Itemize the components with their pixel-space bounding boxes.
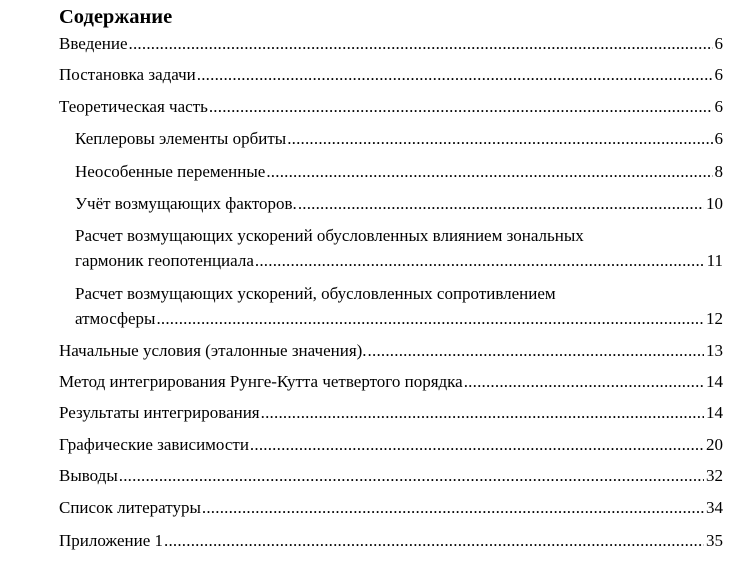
toc-entry-initial-conditions[interactable] bbox=[59, 338, 723, 363]
toc-entry-label: Неособенные переменные bbox=[75, 162, 266, 181]
toc-entry-kepler-elements[interactable] bbox=[75, 126, 723, 151]
dot-leader bbox=[298, 191, 704, 216]
toc-entry-page: 10 bbox=[706, 194, 723, 213]
dot-leader bbox=[164, 528, 704, 553]
toc-entry-page: 14 bbox=[706, 403, 723, 422]
dot-leader bbox=[255, 248, 705, 273]
toc-entry-page: 35 bbox=[706, 531, 723, 550]
toc-entry-introduction[interactable] bbox=[59, 31, 723, 56]
dot-leader bbox=[250, 432, 704, 457]
dot-leader bbox=[287, 126, 712, 151]
dot-leader bbox=[119, 463, 704, 488]
toc-title: Содержание bbox=[59, 6, 173, 28]
toc-entry-page: 8 bbox=[714, 162, 723, 181]
toc-entry-label: Приложение 1 bbox=[59, 531, 163, 550]
dot-leader bbox=[209, 94, 713, 119]
toc-entry-label: Учёт возмущающих факторов. bbox=[75, 194, 297, 213]
toc-entry-problem-statement[interactable] bbox=[59, 62, 723, 87]
toc-entry-label: Введение bbox=[59, 34, 128, 53]
toc-entry-page: 12 bbox=[706, 309, 723, 328]
toc-entry-label: Результаты интегрирования bbox=[59, 403, 260, 422]
dot-leader bbox=[464, 369, 704, 394]
dot-leader bbox=[202, 495, 704, 520]
toc-entry-page: 20 bbox=[706, 435, 723, 454]
toc-entry-page: 11 bbox=[706, 251, 723, 270]
toc-entry-label: Начальные условия (эталонные значения). bbox=[59, 341, 367, 360]
toc-entry-label: Графические зависимости bbox=[59, 435, 249, 454]
dot-leader bbox=[368, 338, 704, 363]
toc-entry-page: 6 bbox=[714, 34, 723, 53]
toc-entry-integration-results[interactable] bbox=[59, 400, 723, 425]
toc-entry-atmospheric-drag[interactable] bbox=[75, 281, 723, 331]
toc-entry-zonal-harmonics[interactable] bbox=[75, 223, 723, 273]
toc-entry-label: Теоретическая часть bbox=[59, 97, 208, 116]
dot-leader bbox=[266, 159, 712, 184]
toc-entry-label-line2: атмосферы bbox=[75, 309, 156, 328]
dot-leader bbox=[156, 306, 704, 331]
toc-entry-label-line1: Расчет возмущающих ускорений, обусловленных сопротивлением bbox=[75, 284, 556, 303]
dot-leader bbox=[197, 62, 713, 87]
toc-entry-label-line2: гармоник геопотенциала bbox=[75, 251, 254, 270]
toc-entry-nonsingular-variables[interactable] bbox=[75, 159, 723, 184]
dot-leader bbox=[129, 31, 713, 56]
toc-entry-label: Постановка задачи bbox=[59, 65, 196, 84]
toc-entry-references[interactable] bbox=[59, 495, 723, 520]
toc-entry-runge-kutta[interactable] bbox=[59, 369, 723, 394]
toc-entry-label: Метод интегрирования Рунге-Кутта четвертого порядка bbox=[59, 372, 463, 391]
toc-entry-page: 6 bbox=[714, 129, 723, 148]
toc-entry-page: 6 bbox=[714, 97, 723, 116]
toc-entry-theory[interactable] bbox=[59, 94, 723, 119]
toc-entry-label: Кеплеровы элементы орбиты bbox=[75, 129, 287, 148]
toc-entry-page: 14 bbox=[706, 372, 723, 391]
toc-entry-page: 13 bbox=[706, 341, 723, 360]
toc-entry-perturbing-factors[interactable] bbox=[75, 191, 723, 216]
toc-entry-page: 6 bbox=[714, 65, 723, 84]
toc-entry-label-line1: Расчет возмущающих ускорений обусловленных влиянием зональных bbox=[75, 226, 584, 245]
toc-entry-page: 32 bbox=[706, 466, 723, 485]
toc-entry-page: 34 bbox=[706, 498, 723, 517]
toc-entry-label: Список литературы bbox=[59, 498, 201, 517]
toc-entry-label: Выводы bbox=[59, 466, 118, 485]
dot-leader bbox=[261, 400, 704, 425]
toc-entry-appendix-1[interactable] bbox=[59, 528, 723, 553]
toc-entry-conclusions[interactable] bbox=[59, 463, 723, 488]
toc-entry-graphs[interactable] bbox=[59, 432, 723, 457]
